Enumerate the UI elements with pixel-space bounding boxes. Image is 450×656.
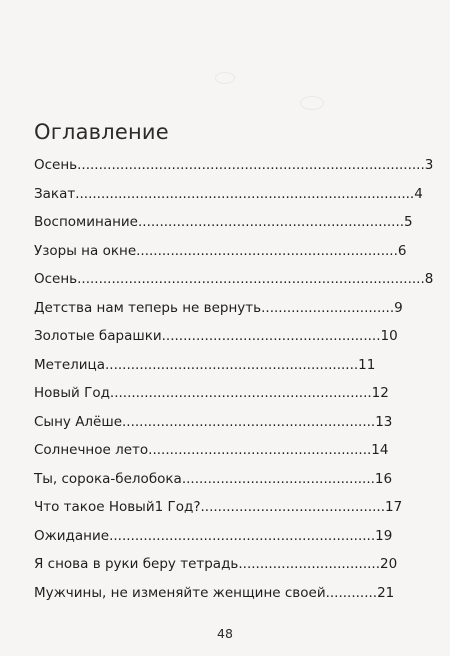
toc-entry-text: Золотые барашки...................................................10: [34, 328, 398, 344]
toc-entry: [34, 408, 406, 437]
toc-entry: [34, 294, 406, 323]
toc-entry-text: Что такое Новый1 Год?...........................................17: [34, 499, 403, 515]
toc-list: [34, 151, 434, 607]
toc-entry: [34, 237, 406, 266]
toc-entry: [34, 379, 406, 408]
toc-entry: [34, 265, 434, 294]
toc-entry: [34, 579, 406, 608]
toc-entry-text: Ожидание..............................................................19: [34, 527, 393, 544]
toc-entry-text: Я снова в руки беру тетрадь.................................20: [34, 556, 398, 572]
toc-entry: [34, 351, 406, 380]
toc-entry: [34, 180, 423, 209]
toc-entry-text: Воспоминание..............................................................5: [34, 214, 413, 230]
toc-entry-text: Ты, сорока-белобока.............................................16: [34, 470, 393, 487]
toc-entry-text: Детства нам теперь не вернуть...............................9: [34, 299, 403, 316]
toc-title: Оглавление: [34, 120, 169, 144]
toc-entry: [34, 151, 434, 180]
toc-entry-text: Новый Год.............................................................12: [34, 385, 389, 401]
toc-entry-text: Сыну Алёше...........................................................13: [34, 413, 393, 430]
scan-artifact: [215, 72, 235, 84]
toc-entry: [34, 522, 406, 551]
toc-entry-text: Закат...............................................................................4: [34, 185, 423, 202]
toc-entry-text: Метелица...........................................................11: [34, 356, 376, 373]
toc-entry: [34, 322, 406, 351]
toc-entry: [34, 493, 406, 522]
toc-entry-text: Солнечное лето....................................................14: [34, 442, 389, 458]
toc-entry-text: Осень.................................................................................3: [34, 157, 434, 173]
toc-entry-text: Узоры на окне.............................................................6: [34, 242, 407, 259]
toc-entry-text: Осень.................................................................................8: [34, 271, 434, 287]
page-number: 48: [217, 626, 233, 641]
toc-entry: [34, 208, 413, 237]
scan-artifact: [300, 96, 324, 110]
toc-entry-text: Мужчины, не изменяйте женщине своей............21: [34, 584, 395, 601]
toc-entry: [34, 465, 406, 494]
toc-entry: [34, 550, 406, 579]
toc-entry: [34, 436, 406, 465]
